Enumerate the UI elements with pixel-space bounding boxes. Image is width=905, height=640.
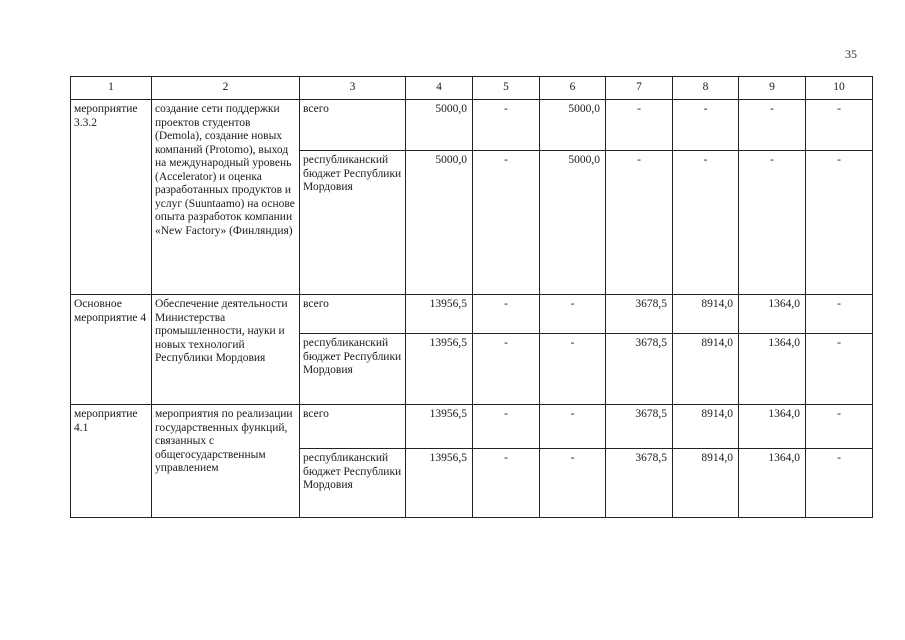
column-header: 6 xyxy=(540,77,606,100)
page-number: 35 xyxy=(845,47,857,61)
value-col6: - xyxy=(540,334,606,405)
value-col6: 5000,0 xyxy=(540,151,606,295)
value-col6: - xyxy=(540,295,606,334)
event-code: мероприятие 4.1 xyxy=(71,405,152,518)
value-col10: - xyxy=(806,405,873,449)
value-col6: 5000,0 xyxy=(540,100,606,151)
column-header: 5 xyxy=(473,77,540,100)
value-col10: - xyxy=(806,151,873,295)
value-col7: 3678,5 xyxy=(606,295,673,334)
event-description: создание сети поддержки проектов студентов (Demola), создание новых компаний (Protomo), выход на международный уровень (Accelerator) и оценка разработанных продуктов и услуг (Suuntaamo) на основе опыта разработок компании «New Factory» (Финляндия) xyxy=(152,100,300,295)
value-col4: 13956,5 xyxy=(406,295,473,334)
value-col4: 5000,0 xyxy=(406,151,473,295)
value-col9: 1364,0 xyxy=(739,405,806,449)
table-row xyxy=(71,405,873,449)
value-col5: - xyxy=(473,405,540,449)
column-header: 8 xyxy=(673,77,739,100)
event-code: Основное мероприятие 4 xyxy=(71,295,152,405)
value-col8: 8914,0 xyxy=(673,334,739,405)
funding-source: республиканский бюджет Республики Мордовия xyxy=(300,151,406,295)
value-col8: - xyxy=(673,100,739,151)
funding-source: всего xyxy=(300,295,406,334)
value-col10: - xyxy=(806,334,873,405)
value-col5: - xyxy=(473,100,540,151)
value-col7: 3678,5 xyxy=(606,334,673,405)
funding-source: республиканский бюджет Республики Мордовия xyxy=(300,449,406,518)
value-col7: - xyxy=(606,151,673,295)
value-col4: 13956,5 xyxy=(406,449,473,518)
value-col10: - xyxy=(806,449,873,518)
event-code: мероприятие 3.3.2 xyxy=(71,100,152,295)
funding-source: всего xyxy=(300,405,406,449)
table-header-row xyxy=(71,77,873,100)
table-row xyxy=(71,295,873,334)
value-col7: - xyxy=(606,100,673,151)
value-col8: 8914,0 xyxy=(673,405,739,449)
column-header: 10 xyxy=(806,77,873,100)
value-col5: - xyxy=(473,449,540,518)
value-col4: 5000,0 xyxy=(406,100,473,151)
value-col5: - xyxy=(473,151,540,295)
value-col9: - xyxy=(739,151,806,295)
value-col7: 3678,5 xyxy=(606,405,673,449)
funding-source: республиканский бюджет Республики Мордовия xyxy=(300,334,406,405)
column-header: 2 xyxy=(152,77,300,100)
value-col6: - xyxy=(540,405,606,449)
event-description: мероприятия по реализации государственных функций, связанных с общегосударственным управлением xyxy=(152,405,300,518)
column-header: 3 xyxy=(300,77,406,100)
value-col4: 13956,5 xyxy=(406,405,473,449)
value-col9: 1364,0 xyxy=(739,449,806,518)
funding-source: всего xyxy=(300,100,406,151)
value-col9: 1364,0 xyxy=(739,334,806,405)
value-col9: 1364,0 xyxy=(739,295,806,334)
column-header: 1 xyxy=(71,77,152,100)
value-col9: - xyxy=(739,100,806,151)
value-col5: - xyxy=(473,334,540,405)
value-col6: - xyxy=(540,449,606,518)
column-header: 7 xyxy=(606,77,673,100)
event-description: Обеспечение деятельности Министерства промышленности, науки и новых технологий Республики Мордовия xyxy=(152,295,300,405)
value-col7: 3678,5 xyxy=(606,449,673,518)
value-col5: - xyxy=(473,295,540,334)
value-col10: - xyxy=(806,100,873,151)
value-col8: 8914,0 xyxy=(673,295,739,334)
value-col10: - xyxy=(806,295,873,334)
value-col8: 8914,0 xyxy=(673,449,739,518)
budget-table xyxy=(70,76,873,518)
value-col8: - xyxy=(673,151,739,295)
column-header: 4 xyxy=(406,77,473,100)
table-row xyxy=(71,100,873,151)
value-col4: 13956,5 xyxy=(406,334,473,405)
column-header: 9 xyxy=(739,77,806,100)
